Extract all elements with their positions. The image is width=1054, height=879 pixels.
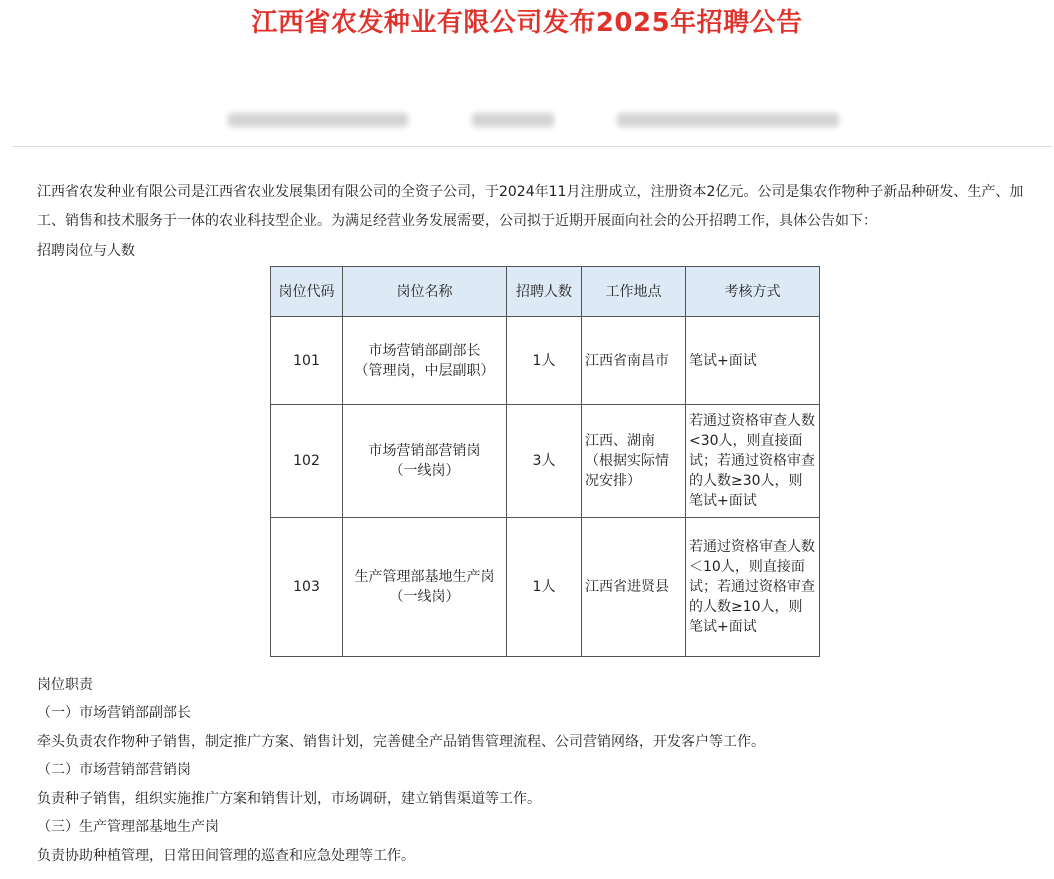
cell-name <box>343 518 507 657</box>
cell-count: 3人 <box>507 405 582 518</box>
cell-assessment: 笔试+面试 <box>686 317 820 405</box>
header-assessment: 考核方式 <box>686 267 820 317</box>
table-row <box>271 317 820 405</box>
table-row <box>271 405 820 518</box>
cell-code: 102 <box>271 405 343 518</box>
position-note: （管理岗，中层副职） <box>354 362 495 379</box>
blurred-meta-extra <box>617 113 839 127</box>
duty-text: 牵头负责农作物种子销售，制定推广方案、销售计划，完善健全产品销售管理流程、公司营销网络，开发客户等工作。 <box>37 734 765 750</box>
cell-assessment: 若通过资格审查人数<30人，则直接面试；若通过资格审查的人数≥30人，则笔试+面试 <box>686 405 820 518</box>
position-name: 生产管理部基地生产岗 <box>354 569 495 585</box>
header-location: 工作地点 <box>582 267 686 317</box>
cell-name <box>343 405 507 518</box>
article-title: 江西省农发种业有限公司发布2025年招聘公告 <box>251 8 803 38</box>
cell-code: 103 <box>271 518 343 657</box>
positions-table <box>270 266 820 657</box>
duty-text: 负责协助种植管理，日常田间管理的巡查和应急处理等工作。 <box>37 848 415 864</box>
table-row <box>271 518 820 657</box>
position-note: （一线岗） <box>389 589 460 605</box>
duty-text: 负责种子销售，组织实施推广方案和销售计划，市场调研，建立销售渠道等工作。 <box>37 791 541 807</box>
divider <box>12 146 1052 147</box>
duties-heading: 岗位职责 <box>37 677 93 693</box>
cell-count: 1人 <box>507 518 582 657</box>
position-name: 市场营销部营销岗 <box>368 443 481 459</box>
duty-title: （三）生产管理部基地生产岗 <box>37 819 219 835</box>
position-note: （一线岗） <box>389 463 460 479</box>
cell-assessment: 若通过资格审查人数＜10人，则直接面试；若通过资格审查的人数≥10人，则笔试+面试 <box>686 518 820 657</box>
cell-location: 江西、湖南（根据实际情况安排） <box>582 405 686 518</box>
blurred-meta-source <box>228 113 408 127</box>
cell-location: 江西省南昌市 <box>582 317 686 405</box>
intro-paragraph: 江西省农发种业有限公司是江西省农业发展集团有限公司的全资子公司，于2024年11月注册成立，注册资本2亿元。公司是集农作物种子新品种研发、生产、加工、销售和技术服务于一体的农业科技型企业。为满足经营业务发展需要，公司拟于近期开展面向社会的公开招聘工作，具体公告如下： <box>37 184 1024 229</box>
header-count: 招聘人数 <box>507 267 582 317</box>
duty-title: （二）市场营销部营销岗 <box>37 762 191 778</box>
cell-code: 101 <box>271 317 343 405</box>
cell-name <box>343 317 507 405</box>
table-header-row <box>271 267 820 317</box>
position-name: 市场营销部副部长 <box>368 342 481 359</box>
section-heading-positions: 招聘岗位与人数 <box>37 243 135 259</box>
duty-title: （一）市场营销部副部长 <box>37 705 191 721</box>
blurred-meta-date <box>472 113 554 127</box>
header-code: 岗位代码 <box>271 267 343 317</box>
cell-count: 1人 <box>507 317 582 405</box>
cell-location: 江西省进贤县 <box>582 518 686 657</box>
header-name: 岗位名称 <box>343 267 507 317</box>
